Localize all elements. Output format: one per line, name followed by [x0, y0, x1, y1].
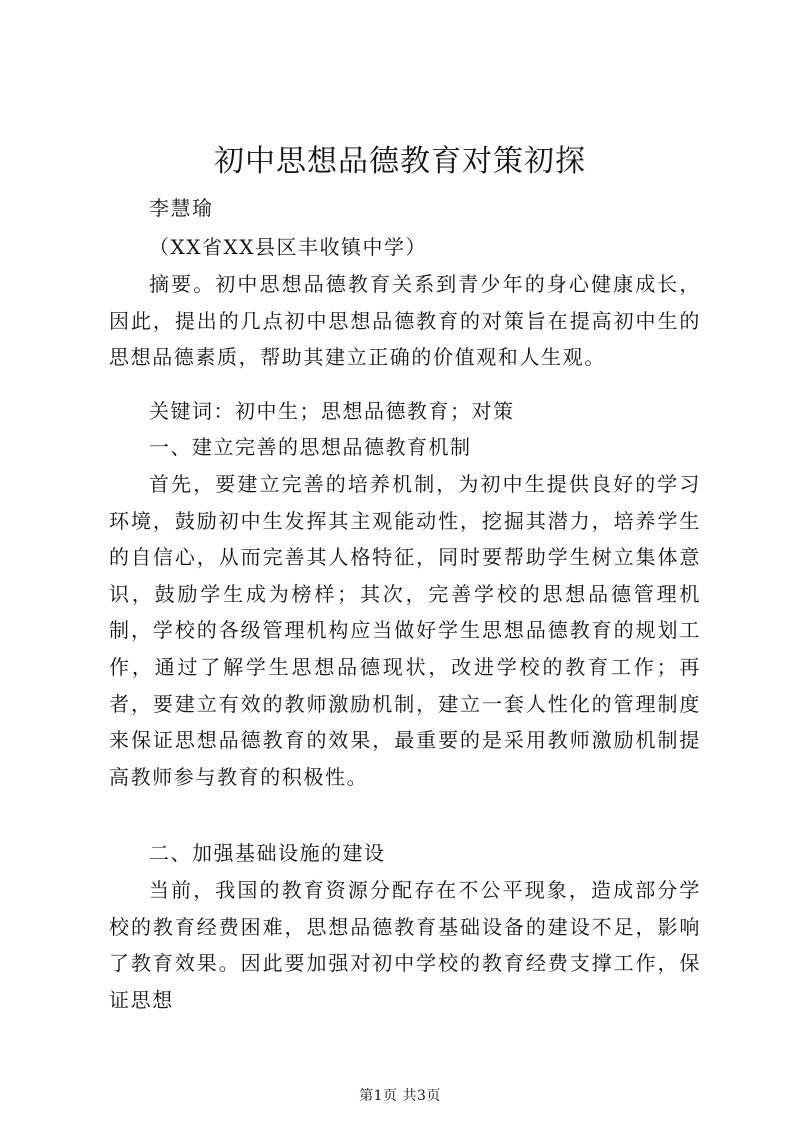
keywords-line: 关键词：初中生；思想品德教育；对策	[149, 399, 515, 423]
abstract-paragraph: 摘要。初中思想品德教育关系到青少年的身心健康成长，因此，提出的几点初中思想品德教育的对策旨在提高初中生的思想品德素质，帮助其建立正确的价值观和人生观。	[109, 272, 701, 370]
author-affiliation: （XX省XX县区丰收镇中学）	[149, 235, 427, 259]
section-1-paragraph: 首先，要建立完善的培养机制，为初中生提供良好的学习环境，鼓励初中生发挥其主观能动性，挖掘其潜力，培养学生的自信心，从而完善其人格特征，同时要帮助学生树立集体意识，鼓励学生成为榜样；其次，完善学校的思想品德管理机制，学校的各级管理机构应当做好学生思想品德教育的规划工作，通过了解学生思想品德现状，改进学校的教育工作；再者，要建立有效的教师激励机制，建立一套人性化的管理制度来保证思想品德教育的效果，最重要的是采用教师激励机制提高教师参与教育的积极性。	[109, 472, 701, 789]
document-title: 初中思想品德教育对策初探	[214, 144, 586, 179]
section-heading-1: 一、建立完善的思想品德教育机制	[149, 435, 472, 459]
section-2-paragraph: 当前，我国的教育资源分配存在不公平现象，造成部分学校的教育经费困难，思想品德教育基础设备的建设不足，影响了教育效果。因此要加强对初中学校的教育经费支撑工作，保证思想	[109, 878, 701, 1012]
page-number-footer: 第1页 共3页	[359, 1088, 441, 1104]
author-name: 李慧瑜	[149, 196, 214, 220]
section-heading-2: 二、加强基础设施的建设	[149, 841, 386, 865]
